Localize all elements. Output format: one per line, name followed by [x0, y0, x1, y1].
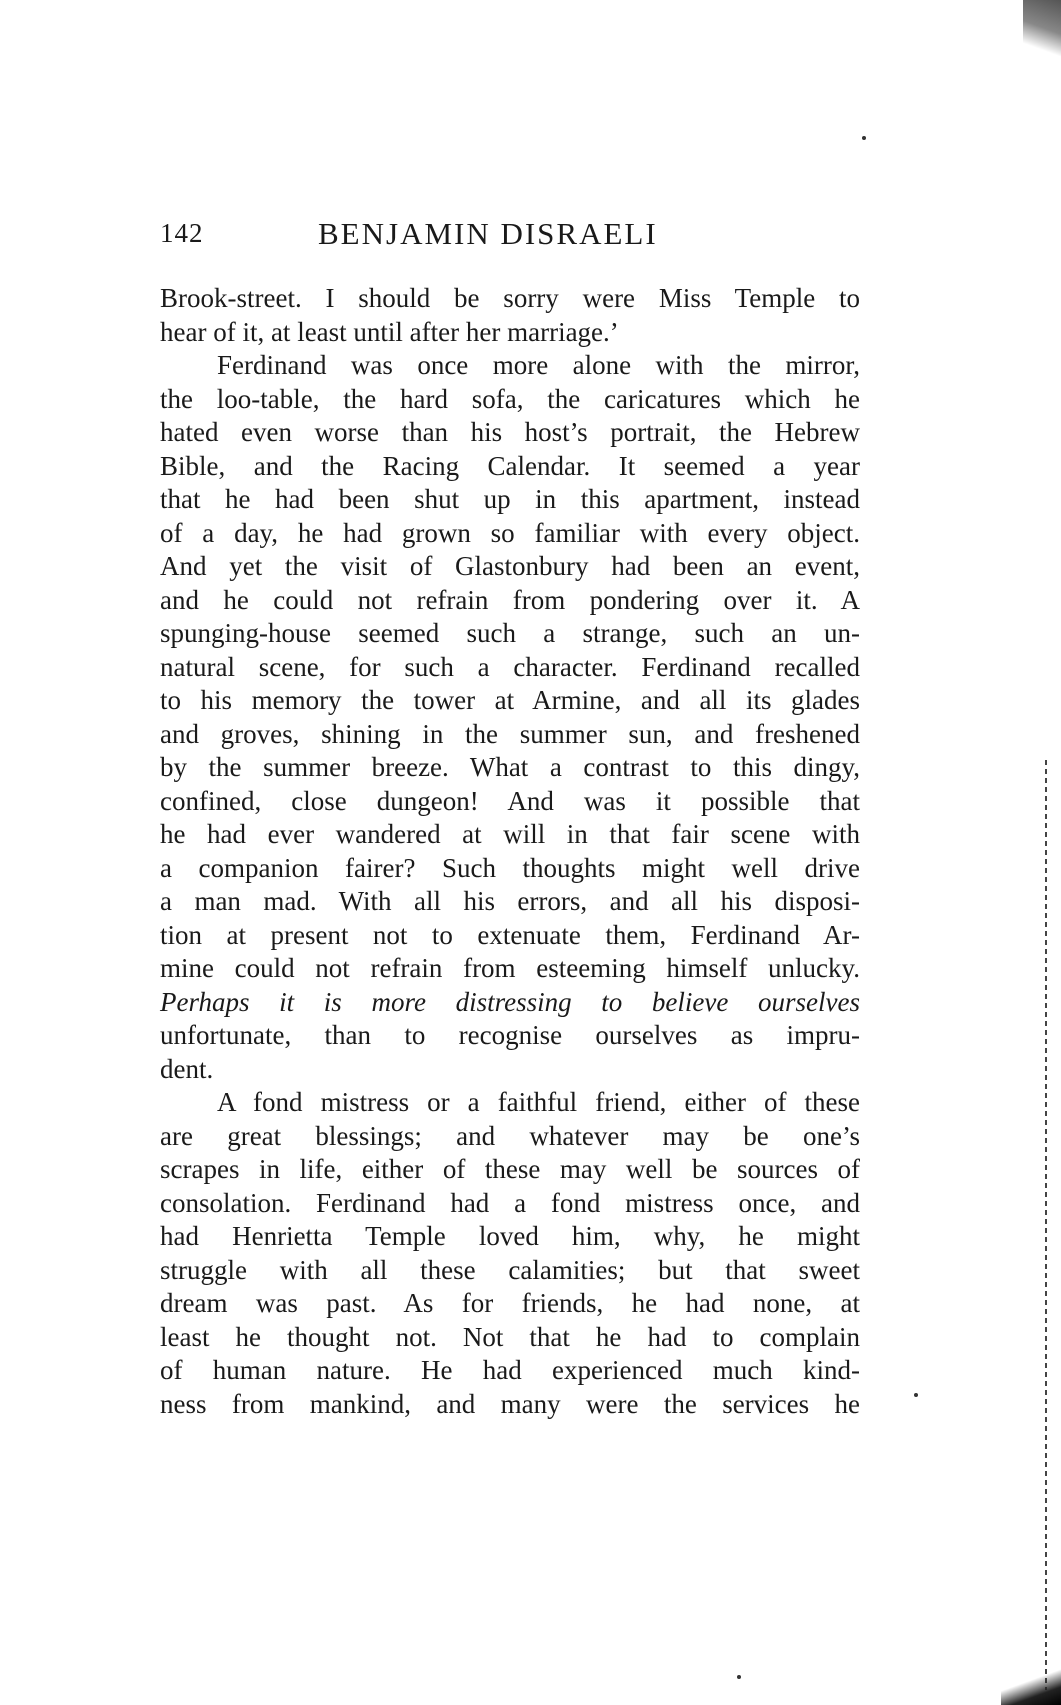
text-line: A fond mistress or a faithful friend, either of these	[217, 1087, 860, 1117]
scan-edge-artifact	[1039, 0, 1061, 1705]
text-line: hear of it, at least until after her marriage.’	[160, 316, 619, 347]
text-line: least he thought not. Not that he had to complain	[160, 1321, 860, 1352]
page-number: 142	[160, 218, 204, 248]
text-line: a man mad. With all his errors, and all his disposi-	[160, 886, 860, 916]
scan-edge-line	[1045, 760, 1047, 1690]
text-line: dent.	[160, 1053, 214, 1084]
text-line: of human nature. He had experienced much kind-	[160, 1355, 860, 1385]
text-line: spunging-house seemed such a strange, such an un-	[160, 618, 860, 648]
text-line: are great blessings; and whatever may be one’s	[160, 1120, 860, 1151]
text-line: Ferdinand was once more alone with the mirror,	[217, 350, 860, 380]
text-line: unfortunate, than to recognise ourselves as impru-	[160, 1020, 860, 1050]
text-line: Perhaps it is more distressing to believe ourselves	[160, 986, 860, 1017]
text-line: he had ever wandered at will in that fair scene with	[160, 819, 860, 849]
text-line: ness from mankind, and many were the services he	[160, 1388, 860, 1419]
text-line: to his memory the tower at Armine, and all its glades	[160, 685, 860, 715]
text-line: struggle with all these calamities; but that sweet	[160, 1254, 860, 1285]
scan-speck	[862, 136, 866, 140]
text-line: of a day, he had grown so familiar with every object.	[160, 517, 860, 548]
text-line: And yet the visit of Glastonbury had been an event,	[160, 551, 860, 581]
text-line: confined, close dungeon! And was it possible that	[160, 785, 860, 816]
text-line: natural scene, for such a character. Ferdinand recalled	[160, 651, 860, 682]
text-line: had Henrietta Temple loved him, why, he might	[160, 1221, 860, 1251]
scan-speck	[737, 1675, 741, 1679]
text-line: scrapes in life, either of these may well be sources of	[160, 1154, 860, 1184]
text-line: consolation. Ferdinand had a fond mistress once, and	[160, 1187, 860, 1218]
body-text	[160, 282, 860, 1421]
text-line: hated even worse than his host’s portrait, the Hebrew	[160, 417, 860, 447]
running-title: BENJAMIN DISRAELI	[318, 216, 658, 251]
text-line: and he could not refrain from pondering over it. A	[160, 584, 860, 615]
text-line: dream was past. As for friends, he had none, at	[160, 1288, 860, 1318]
page-header	[160, 218, 860, 258]
text-line: mine could not refrain from esteeming himself unlucky.	[160, 953, 860, 983]
text-line: by the summer breeze. What a contrast to this dingy,	[160, 752, 860, 782]
text-line: Bible, and the Racing Calendar. It seemed a year	[160, 450, 860, 481]
text-line: the loo-table, the hard sofa, the caricatures which he	[160, 383, 860, 414]
scan-corner-top	[1023, 0, 1061, 62]
scan-corner-bottom	[1001, 1667, 1061, 1705]
text-line: that he had been shut up in this apartment, instead	[160, 484, 860, 514]
text-line: a companion fairer? Such thoughts might well drive	[160, 852, 860, 883]
text-line: Brook-street. I should be sorry were Miss Temple to	[160, 283, 860, 313]
text-line: and groves, shining in the summer sun, and freshened	[160, 718, 860, 749]
text-line: tion at present not to extenuate them, Ferdinand Ar-	[160, 919, 860, 950]
scan-speck	[914, 1393, 918, 1397]
